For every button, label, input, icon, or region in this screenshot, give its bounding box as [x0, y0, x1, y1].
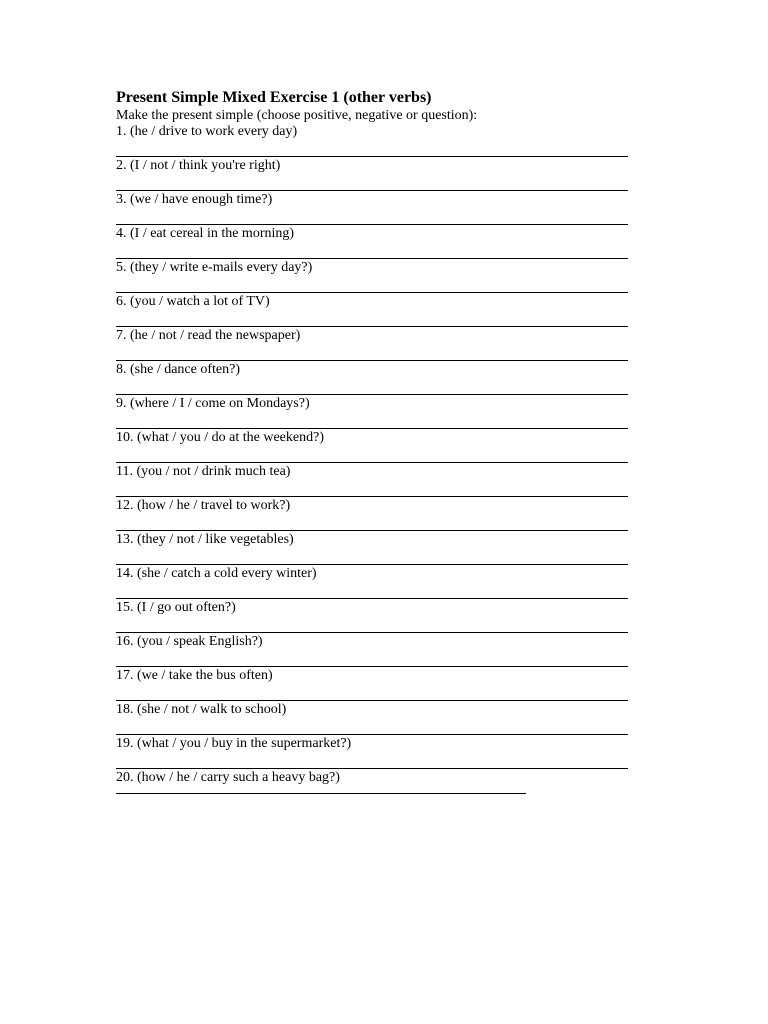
exercise-prompt: 8. (she / dance often?) — [116, 362, 240, 377]
answer-line[interactable] — [116, 276, 628, 293]
exercise-list — [116, 123, 636, 794]
exercise-prompt: 13. (they / not / like vegetables) — [116, 532, 294, 547]
answer-line[interactable] — [116, 582, 628, 599]
exercise-item — [116, 599, 636, 633]
exercise-prompt: 12. (how / he / travel to work?) — [116, 498, 291, 513]
exercise-item — [116, 293, 636, 327]
exercise-prompt: 6. (you / watch a lot of TV) — [116, 294, 270, 309]
answer-line[interactable] — [116, 718, 628, 735]
exercise-item — [116, 123, 636, 157]
answer-line[interactable] — [116, 378, 628, 395]
exercise-item — [116, 225, 636, 259]
answer-line[interactable] — [116, 548, 628, 565]
worksheet-title: Present Simple Mixed Exercise 1 (other verbs) — [116, 89, 432, 106]
exercise-prompt: 18. (she / not / walk to school) — [116, 702, 287, 717]
answer-line[interactable] — [116, 514, 628, 531]
answer-line[interactable] — [116, 344, 628, 361]
answer-line[interactable] — [116, 242, 628, 259]
exercise-item — [116, 497, 636, 531]
exercise-prompt: 11. (you / not / drink much tea) — [116, 464, 291, 479]
answer-line[interactable] — [116, 174, 628, 191]
exercise-prompt: 7. (he / not / read the newspaper) — [116, 328, 301, 343]
answer-line[interactable] — [116, 140, 628, 157]
exercise-item — [116, 327, 636, 361]
exercise-prompt: 10. (what / you / do at the weekend?) — [116, 430, 324, 445]
answer-line[interactable] — [116, 616, 628, 633]
exercise-item — [116, 191, 636, 225]
worksheet — [116, 88, 636, 794]
exercise-prompt: 15. (I / go out often?) — [116, 600, 236, 615]
answer-line[interactable] — [116, 752, 628, 769]
exercise-prompt: 9. (where / I / come on Mondays?) — [116, 396, 310, 411]
exercise-item — [116, 361, 636, 395]
exercise-prompt: 17. (we / take the bus often) — [116, 668, 273, 683]
answer-line[interactable] — [116, 446, 628, 463]
answer-line[interactable] — [116, 684, 628, 701]
answer-line[interactable] — [116, 310, 628, 327]
answer-line[interactable] — [116, 650, 628, 667]
exercise-item — [116, 463, 636, 497]
exercise-item — [116, 395, 636, 429]
answer-line[interactable] — [116, 208, 628, 225]
exercise-item — [116, 157, 636, 191]
exercise-item — [116, 633, 636, 667]
exercise-item — [116, 531, 636, 565]
exercise-prompt: 20. (how / he / carry such a heavy bag?) — [116, 770, 340, 785]
exercise-prompt: 14. (she / catch a cold every winter) — [116, 566, 317, 581]
exercise-prompt: 19. (what / you / buy in the supermarket?) — [116, 736, 352, 751]
worksheet-instructions: Make the present simple (choose positive, negative or question): — [116, 108, 478, 123]
exercise-prompt: 2. (I / not / think you're right) — [116, 158, 281, 173]
exercise-item — [116, 565, 636, 599]
exercise-prompt: 3. (we / have enough time?) — [116, 192, 273, 207]
exercise-item — [116, 429, 636, 463]
exercise-prompt: 4. (I / eat cereal in the morning) — [116, 226, 295, 241]
exercise-prompt: 16. (you / speak English?) — [116, 634, 263, 649]
exercise-item — [116, 769, 636, 794]
exercise-item — [116, 735, 636, 769]
exercise-item — [116, 701, 636, 735]
exercise-item — [116, 259, 636, 293]
exercise-prompt: 1. (he / drive to work every day) — [116, 124, 298, 139]
answer-line[interactable] — [116, 412, 628, 429]
exercise-prompt: 5. (they / write e-mails every day?) — [116, 260, 313, 275]
answer-line[interactable] — [116, 480, 628, 497]
answer-line[interactable] — [116, 786, 526, 794]
exercise-item — [116, 667, 636, 701]
